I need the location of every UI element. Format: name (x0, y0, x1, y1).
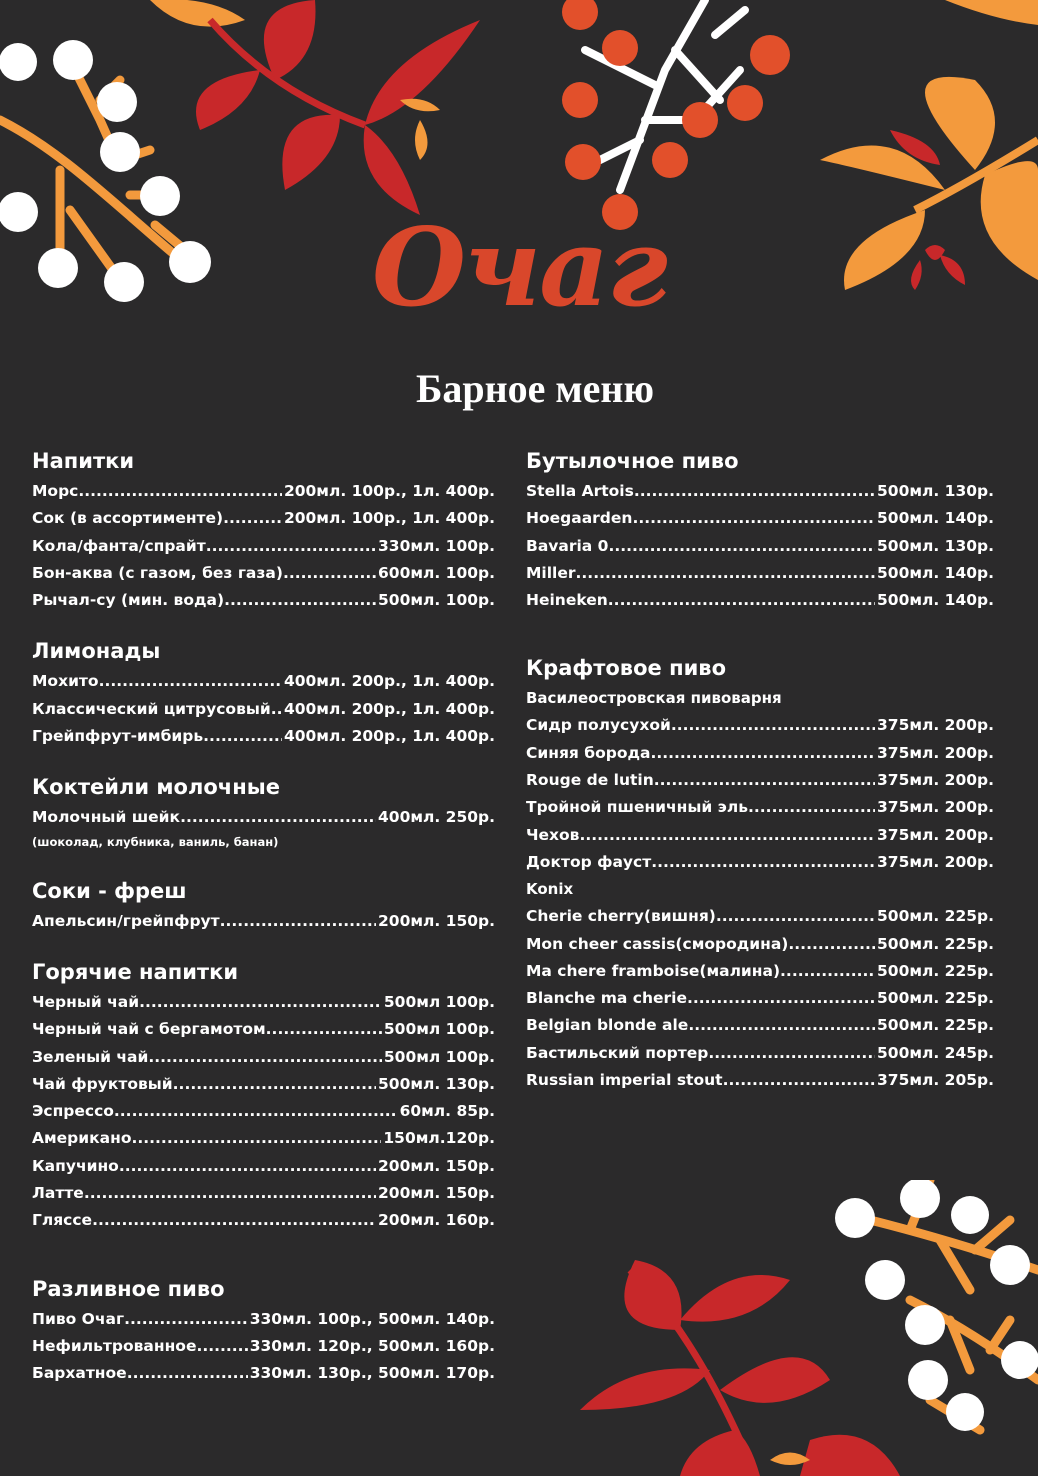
item-price: 500мл. 140р. (877, 591, 994, 610)
menu-item (32, 1333, 495, 1360)
item-price: 200мл. 150р. (378, 1184, 495, 1203)
menu-section (32, 875, 495, 935)
item-name: Грейпфрут-имбирь (32, 727, 204, 746)
dot-leader (127, 1360, 248, 1387)
menu-item (526, 931, 994, 958)
section-heading: Коктейли молочные (32, 775, 280, 800)
item-price: 375мл. 200р. (877, 716, 994, 735)
item-price: 500мл 100р. (383, 1020, 495, 1039)
item-name: Бон-аква (с газом, без газа) (32, 563, 283, 582)
item-name: Черный чай с бергамотом (32, 1020, 266, 1039)
item-price: 500мл. 140р. (877, 563, 994, 582)
item-price: 375мл. 200р. (877, 852, 994, 871)
menu-section (32, 956, 495, 1235)
subsection-heading: Konix (526, 880, 574, 899)
item-name: Морс (32, 482, 79, 500)
item-price: 600мл. 100р. (378, 563, 495, 582)
item-price: 500мл 100р. (383, 1047, 495, 1066)
section-heading: Лимонады (32, 639, 161, 664)
item-price: 500мл. 130р. (378, 1074, 495, 1093)
menu-item (32, 1207, 495, 1234)
item-name: Синяя борода (526, 743, 651, 762)
menu-item (32, 1016, 495, 1043)
item-price: 375мл. 200р. (877, 771, 994, 790)
item-name: Сидр полусухой (526, 716, 671, 735)
item-name: Рычал-су (мин. вода) (32, 591, 225, 610)
item-name: Ma chere framboise(малина) (526, 961, 781, 980)
item-name: Russian imperial stout (526, 1071, 723, 1090)
item-name: Черный чай (32, 992, 140, 1011)
section-heading: Разливное пиво (32, 1276, 225, 1301)
menu-section (32, 771, 495, 853)
item-name: Доктор фауст (526, 852, 652, 871)
item-price: 400мл. 200р., 1л. 400р. (283, 672, 495, 691)
dot-leader (224, 587, 376, 614)
item-name: Чай фруктовый (32, 1074, 173, 1093)
brand-logo: Очаг (371, 205, 666, 331)
item-price: 375мл. 200р. (877, 798, 994, 817)
item-price: 500мл. 130р. (877, 536, 994, 555)
item-price: 200мл. 100р., 1л. 400р. (283, 509, 495, 528)
menu-item (526, 794, 994, 821)
item-price: 200мл. 100р., 1л. 400р. (283, 482, 495, 500)
section-heading: Горячие напитки (32, 959, 239, 984)
item-name: Stella Artois (526, 482, 634, 500)
menu-item (526, 712, 994, 739)
dot-leader (716, 903, 875, 930)
item-price: 500мл. 225р. (877, 907, 994, 926)
dot-leader (708, 1040, 875, 1067)
item-price: 500мл. 225р. (877, 934, 994, 953)
menu-item (526, 533, 994, 560)
dot-leader (119, 1153, 376, 1180)
dot-leader (78, 478, 282, 505)
dot-leader (206, 533, 376, 560)
dot-leader (124, 1306, 248, 1333)
item-price: 375мл. 200р. (877, 743, 994, 762)
dot-leader (220, 908, 376, 935)
section-heading: Бутылочное пиво (526, 449, 739, 473)
dot-leader (671, 712, 875, 739)
right-column (526, 445, 994, 1115)
item-price: 375мл. 205р. (877, 1071, 994, 1090)
section-heading: Напитки (32, 449, 135, 473)
item-price: 400мл. 200р., 1л. 400р. (283, 699, 495, 718)
dot-leader (148, 1044, 382, 1071)
menu-item (32, 804, 495, 831)
dot-leader (632, 505, 875, 532)
menu-item (526, 985, 994, 1012)
item-price: 200мл. 150р. (378, 1156, 495, 1175)
menu-item (32, 505, 495, 532)
item-name: Hoegaarden (526, 509, 633, 528)
item-price: 200мл. 160р. (378, 1211, 495, 1230)
item-name: Зеленый чай (32, 1047, 149, 1066)
item-name: Американо (32, 1129, 132, 1148)
dot-leader (114, 1098, 398, 1125)
item-name: Чехов (526, 825, 580, 844)
page-subtitle: Барное меню (415, 366, 655, 411)
item-price: 500мл 100р. (383, 992, 495, 1011)
menu-item (32, 1153, 495, 1180)
dot-leader (131, 1125, 381, 1152)
item-name: Латте (32, 1184, 84, 1203)
item-name: Бархатное (32, 1364, 127, 1383)
menu-item (526, 822, 994, 849)
item-name: Mon cheer cassis(смородина) (526, 934, 789, 953)
item-name: Blanche ma cherie (526, 989, 687, 1008)
dot-leader (576, 560, 875, 587)
item-price: 375мл. 200р. (877, 825, 994, 844)
item-name: Rouge de lutin (526, 771, 654, 790)
item-name: Мохито (32, 672, 99, 691)
item-name: Эспрессо (32, 1102, 114, 1121)
menu-item (32, 696, 495, 723)
item-price: 150мл.120р. (383, 1129, 495, 1148)
menu-item (526, 740, 994, 767)
item-name: Капучино (32, 1156, 119, 1175)
menu-item (32, 478, 495, 505)
dot-leader (203, 723, 282, 750)
menu-item (526, 958, 994, 985)
item-price: 200мл. 150р. (378, 911, 495, 930)
menu-item (32, 1180, 495, 1207)
item-note: (шоколад, клубника, ваниль, банан) (32, 834, 279, 849)
item-name: Cherie cherry(вишня) (526, 907, 716, 926)
dot-leader (580, 822, 876, 849)
item-price: 60мл. 85р. (399, 1102, 495, 1121)
menu-item (526, 849, 994, 876)
menu-item (526, 1040, 994, 1067)
menu-item (526, 560, 994, 587)
dot-leader (687, 985, 875, 1012)
decor-top-berries (545, 0, 805, 240)
menu-item (32, 989, 495, 1016)
item-price: 500мл. 245р. (877, 1043, 994, 1062)
dot-leader (84, 1180, 376, 1207)
item-price: 500мл. 100р. (378, 591, 495, 610)
item-price: 500мл. 225р. (877, 961, 994, 980)
menu-item (32, 1098, 495, 1125)
dot-leader (92, 1207, 376, 1234)
item-name: Сок (в ассортименте) (32, 509, 224, 528)
dot-leader (139, 989, 382, 1016)
dot-leader (788, 931, 875, 958)
dot-leader (634, 478, 875, 505)
dot-leader (223, 505, 282, 532)
menu-item (32, 1306, 495, 1333)
dot-leader (196, 1333, 247, 1360)
section-heading: Соки - фреш (32, 878, 187, 903)
item-price: 330мл. 120р., 500мл. 160р. (249, 1336, 495, 1355)
item-price: 330мл. 130р., 500мл. 170р. (249, 1364, 495, 1383)
item-price: 400мл. 200р., 1л. 400р. (283, 727, 495, 746)
subsection-heading: Василеостровская пивоварня (526, 689, 782, 708)
menu-item (526, 1067, 994, 1094)
dot-leader (650, 740, 875, 767)
dot-leader (748, 794, 875, 821)
item-name: Нефильтрованное (32, 1336, 197, 1355)
menu-item (32, 587, 495, 614)
decor-top-center-leaves (150, 0, 490, 230)
item-price: 400мл. 250р. (378, 808, 495, 827)
menu-section (32, 1273, 495, 1388)
item-price: 330мл. 100р., 500мл. 140р. (249, 1309, 495, 1328)
menu-section (32, 635, 495, 750)
item-price: 500мл. 140р. (877, 509, 994, 528)
menu-section (526, 652, 994, 1094)
menu-item (526, 587, 994, 614)
menu-section (32, 445, 495, 614)
dot-leader (271, 696, 282, 723)
menu-item (526, 903, 994, 930)
menu-section (526, 445, 994, 614)
menu-item (32, 723, 495, 750)
item-name: Belgian blonde ale (526, 1016, 689, 1035)
menu-item (32, 1044, 495, 1071)
dot-leader (180, 804, 376, 831)
item-name: Heineken (526, 591, 608, 610)
item-price: 500мл. 130р. (877, 482, 994, 500)
menu-item (32, 533, 495, 560)
dot-leader (99, 668, 282, 695)
item-name: Кола/фанта/спрайт (32, 536, 206, 555)
item-name: Miller (526, 563, 576, 582)
item-price: 500мл. 225р. (877, 989, 994, 1008)
dot-leader (780, 958, 875, 985)
dot-leader (173, 1071, 376, 1098)
dot-leader (723, 1067, 875, 1094)
item-name: Bavaria 0 (526, 536, 609, 555)
menu-item (32, 1360, 495, 1387)
menu-item (526, 1012, 994, 1039)
item-price: 500мл. 225р. (877, 1016, 994, 1035)
item-name: Классический цитрусовый (32, 699, 271, 718)
item-name: Тройной пшеничный эль (526, 798, 749, 817)
dot-leader (608, 533, 875, 560)
menu-item (32, 560, 495, 587)
item-name: Пиво Очаг (32, 1309, 125, 1328)
item-name: Молочный шейк (32, 808, 181, 827)
item-price: 330мл. 100р. (378, 536, 495, 555)
menu-item (526, 767, 994, 794)
dot-leader (266, 1016, 382, 1043)
decor-bottom-right-leaves (570, 1180, 1038, 1476)
dot-leader (651, 849, 875, 876)
menu-item (32, 908, 495, 935)
item-name: Бастильский портер (526, 1043, 709, 1062)
menu-item (526, 478, 994, 505)
dot-leader (654, 767, 875, 794)
dot-leader (283, 560, 376, 587)
dot-leader (608, 587, 875, 614)
dot-leader (688, 1012, 875, 1039)
menu-item (32, 1125, 495, 1152)
menu-item (32, 668, 495, 695)
item-name: Гляссе (32, 1211, 93, 1230)
section-heading: Крафтовое пиво (526, 656, 727, 681)
left-column (32, 445, 495, 1409)
menu-item (526, 505, 994, 532)
menu-item (32, 1071, 495, 1098)
item-name: Апельсин/грейпфрут (32, 911, 220, 930)
